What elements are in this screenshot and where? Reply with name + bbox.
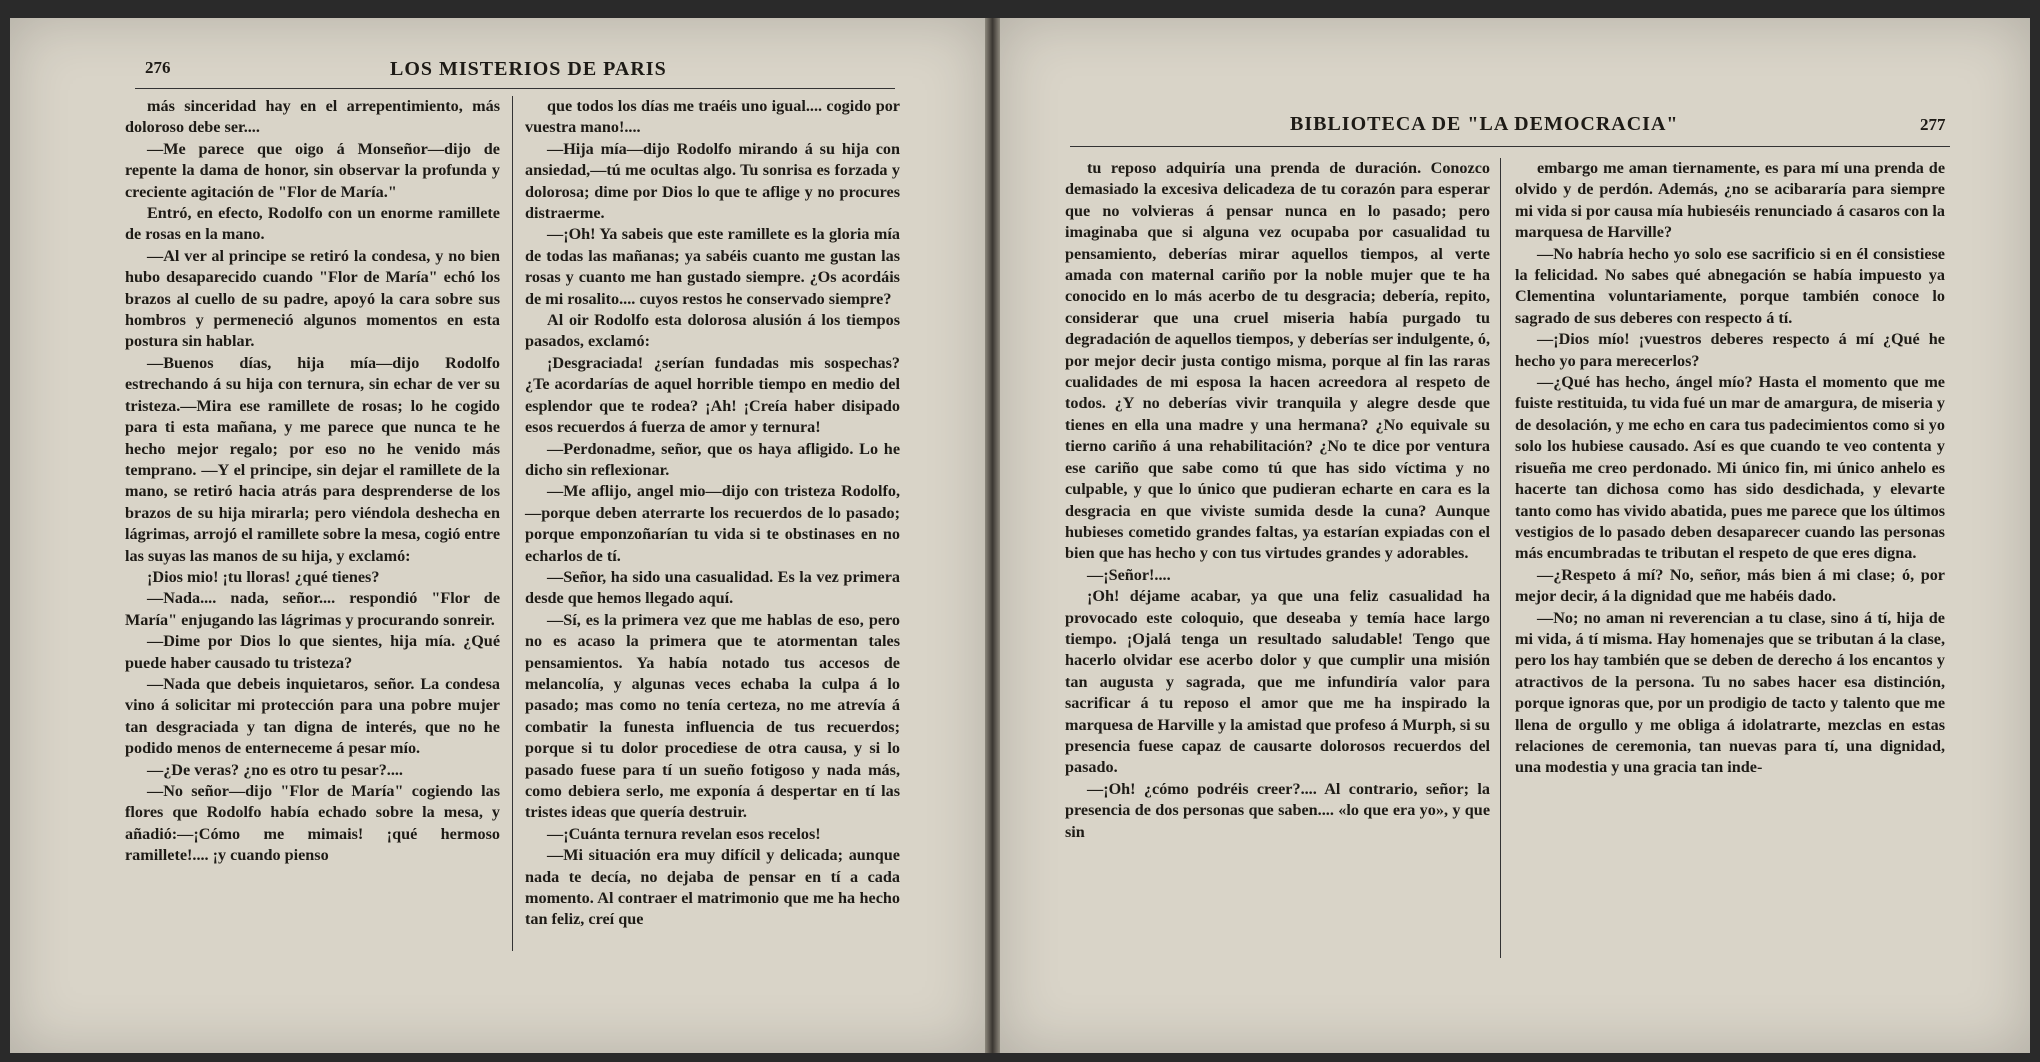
paragraph: —¡Señor!.... xyxy=(1087,565,1171,584)
paragraph: —Perdonadme, señor, que os haya afligido. Lo he dicho sin reflexionar. xyxy=(525,439,900,479)
header-rule-right xyxy=(1070,146,1950,147)
paragraph: —¿Qué has hecho, ángel mío? Hasta el momento que me fuiste restituida, tu vida fué un mar de amargura, de miseria y de desolación, y me echo en cara tus padecimientos como si yo solo los hubiese causado. Así es que cuando te veo contenta y risueña me creo perdonado. Mi único fin, mi único anhelo es hacerte tan dichosa como has sido desdichada, y elevarte tanto como has vivido abatida, pues me parece que los últimos vestigios de lo pasado deben desaparecer cuando las personas más encumbradas te tributan el respeto de que eres digna. xyxy=(1515,373,1945,563)
running-head-left: LOS MISTERIOS DE PARIS xyxy=(390,58,667,80)
paragraph: embargo me aman tiernamente, es para mí una prenda de olvido y de perdón. Además, ¿no se acibararía para siempre mi vida si por causa mía hubieséis renunciado á casaros con la marquesa de Harville? xyxy=(1515,159,1945,242)
paragraph: —No señor—dijo "Flor de María" cogiendo las flores que Rodolfo había echado sobre la mesa, y añadió:—¡Cómo me mimais! ¡qué hermoso ramillete!.... ¡y cuando pienso xyxy=(125,782,500,865)
column-divider-left xyxy=(512,96,513,951)
paragraph: —Sí, es la primera vez que me hablas de eso, pero no es acaso la primera que te atormentan tales pensamientos. Ya había notado tus accesos de melancolía, y algunas veces echaba la culpa á lo pasado; mas como no tenía certeza, no me atrevía á combatir la funesta influencia de tus recuerdos; porque si tu dolor procediese de otra causa, y si lo pasado fuese para tí un sueño fotigoso y nada más, como debiera serlo, me exponía á despertar en tí las tristes ideas que quería destruir. xyxy=(525,610,900,822)
paragraph: —Al ver al principe se retiró la condesa, y no bien hubo desaparecido cuando "Flor de María" echó los brazos al cuello de su padre, apoyó la cara sobre sus hombros y permeneció algunos momentos en esta postura sin hablar. xyxy=(125,246,500,351)
paragraph: ¡Desgraciada! ¿serían fundadas mis sospechas? ¿Te acordarías de aquel horrible tiempo en medio del esplendor que te rodea? ¡Ah! ¡Creía haber disipado esos recuerdos á fuerza de amor y ternura! xyxy=(525,353,900,437)
paragraph: —No; no aman ni reverencian a tu clase, sino á tí, hija de mi vida, á tí misma. Hay homenajes que se tributan á la clase, pero los hay también que se deben de derecho á los encantos y atractivos de la persona. Tu no sabes hacer esa distinción, porque ignoras que, por un prodigio de tacto y talento que me llena de orgullo y me obliga á idolatrarte, mezclas en estas relaciones de ceremonia, tan nuevas para tí, una dignidad, una modestia y una gracia tan inde- xyxy=(1515,608,1945,777)
book-gutter xyxy=(985,18,1000,1053)
paragraph: Entró, en efecto, Rodolfo con un enorme ramillete de rosas en la mano. xyxy=(125,204,500,244)
page-number-left: 276 xyxy=(145,58,171,77)
right-column-2 xyxy=(1515,158,1945,779)
left-column-2 xyxy=(525,96,900,931)
paragraph: —¡Dios mío! ¡vuestros deberes respecto á mí ¿Qué he hecho yo para merecerlos? xyxy=(1515,330,1945,370)
paragraph: —¡Oh! ¿cómo podréis creer?.... Al contrario, señor; la presencia de dos personas que saben.... «lo que era yo», y que sin xyxy=(1065,779,1490,841)
paragraph: —¿De veras? ¿no es otro tu pesar?.... xyxy=(147,760,403,779)
page-number-right: 277 xyxy=(1920,115,1946,134)
paragraph: —Hija mía—dijo Rodolfo mirando á su hija con ansiedad,—tú me ocultas algo. Tu sonrisa es forzada y dolorosa; dime por Dios lo que te aflige y no procures distraerme. xyxy=(525,139,900,223)
paragraph: —¡Oh! Ya sabeis que este ramillete es la gloria mía de todas las mañanas; ya sabéis cuanto me gustan las rosas y cuanto me han gustado siempre. ¿Os acordáis de mi rosalito.... cuyos restos he conservado siempre? xyxy=(525,225,900,308)
paragraph: —Señor, ha sido una casualidad. Es la vez primera desde que hemos llegado aquí. xyxy=(525,567,900,608)
paragraph: Al oir Rodolfo esta dolorosa alusión á los tiempos pasados, exclamó: xyxy=(525,311,900,351)
right-column-1 xyxy=(1065,158,1490,843)
paragraph: tu reposo adquiría una prenda de duración. Conozco demasiado la excesiva delicadeza de tu corazón para esperar que no volvieras á pensar nunca en lo pasado; pero imaginaba que si alguna vez ocupaba por casualidad tu pensamiento, deberías mirar aquellos tiempos, al verte amada con maternal cariño por la noble mujer que te ha conocido en lo más acerbo de tu desgracia; debería, repito, considerar que una cruel miseria había purgado tu degradación de aquellos tiempos, y deberías ser indulgente, ó, por mejor decir justa contigo misma, porque al fin las raras cualidades de mi esposa la hacen acreedora al respeto de todos. ¿Y no deberías vivir tranquila y alegre desde que tienes en ella una madre y una hermana? ¿No equivale su tierno cariño á una rehabilitación? ¿No te dice por ventura ese cariño que sabe como tú que has sido víctima y no culpable, y que lo único que pudieran echarte en cara es la desgracia en que viviste sumida desde la cuna? Aunque hubieses cometido grandes faltas, ya estarían expiadas con el bien que has hecho y con tus virtudes grandes y adorables. xyxy=(1065,159,1490,563)
running-head-right: BIBLIOTECA DE "LA DEMOCRACIA" xyxy=(1290,113,1679,135)
paragraph: —Mi situación era muy difícil y delicada; aunque nada te decía, no dejaba de pensar en tí a cada momento. Al contraer el matrimonio que me ha hecho tan feliz, creí que xyxy=(525,846,900,929)
left-column-1 xyxy=(125,96,500,867)
paragraph: ¡Dios mio! ¡tu lloras! ¿qué tienes? xyxy=(147,567,380,586)
paragraph: que todos los días me traéis uno igual.... cogido por vuestra mano!.... xyxy=(525,97,900,137)
paragraph: —¿Respeto á mí? No, señor, más bien á mi clase; ó, por mejor decir, á la dignidad que me habéis dado. xyxy=(1515,565,1945,606)
paragraph: —Me aflijo, angel mio—dijo con tristeza Rodolfo,—porque deben aterrarte los recuerdos de lo pasado; porque emponzoñarían tu vida si te obstinases en no echarlos de tí. xyxy=(525,482,900,565)
column-divider-right xyxy=(1500,158,1501,958)
paragraph: ¡Oh! déjame acabar, ya que una feliz casualidad ha provocado este coloquio, que deseaba y temía hace largo tiempo. ¡Ojalá tenga un resultado saludable! Tengo que hacerlo olvidar ese acerbo dolor y que cumplir una misión tan augusta y sagrada, que me infundiría valor para sacrificar á tu reposo el amor que me ha inspirado la marquesa de Harville y la amistad que profeso á Murph, si su presencia fuese capaz de causarte dolorosos recuerdos del pasado. xyxy=(1065,587,1490,777)
paragraph: más sinceridad hay en el arrepentimiento, más doloroso debe ser.... xyxy=(125,97,500,137)
header-rule-left xyxy=(135,88,895,89)
right-page xyxy=(1000,18,2030,1053)
paragraph: —Dime por Dios lo que sientes, hija mía. ¿Qué puede haber causado tu tristeza? xyxy=(125,632,500,672)
paragraph: —¡Cuánta ternura revelan esos recelos! xyxy=(547,824,821,843)
paragraph: —Buenos días, hija mía—dijo Rodolfo estrechando á su hija con ternura, sin echar de ver su tristeza.—Mira ese ramillete de rosas; lo he cogido para ti esta mañana, y me parece que nunca te he hecho mejor regalo; por eso no he venido más temprano. —Y el principe, sin dejar el ramillete de la mano, se retiró hacia atrás para desprenderse de los brazos de su hija mirarla; pero viéndola deshecha en lágrimas, arrojó el ramillete sobre la mesa, cogió entre las suyas las manos de su hija, y exclamó: xyxy=(125,353,500,565)
left-page xyxy=(10,18,985,1053)
paragraph: —Nada.... nada, señor.... respondió "Flor de María" enjugando las lágrimas y procurando sonreir. xyxy=(125,589,500,629)
paragraph: —Me parece que oigo á Monseñor—dijo de repente la dama de honor, sin observar la profunda y creciente agitación de "Flor de María." xyxy=(125,139,500,201)
paragraph: —Nada que debeis inquietaros, señor. La condesa vino á solicitar mi protección para una pobre mujer tan desgraciada y tan digna de interés, que no he podido menos de enterneceme á pesar mío. xyxy=(125,674,500,758)
paragraph: —No habría hecho yo solo ese sacrificio si en él consistiese la felicidad. No sabes qué abnegación se había impuesto ya Clementina voluntariamente, porque también conoce lo sagrado de sus deberes con respecto á tí. xyxy=(1515,244,1945,327)
